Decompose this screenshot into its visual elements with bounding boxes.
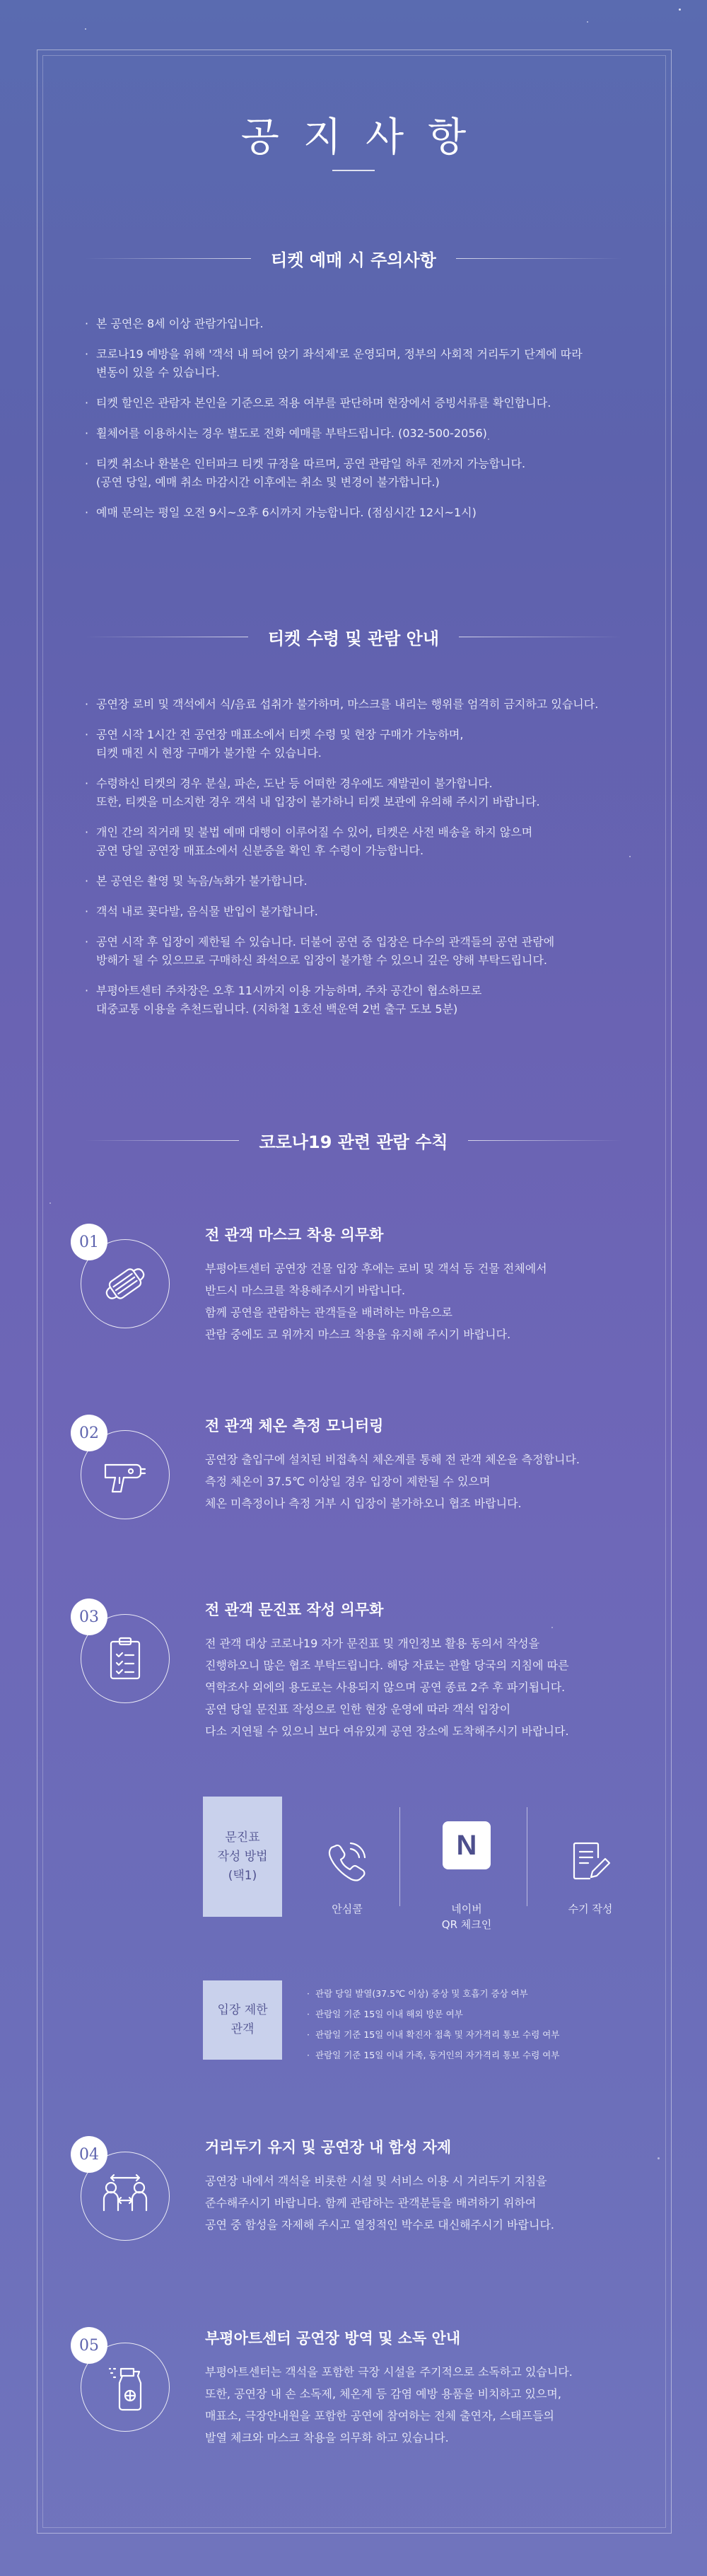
list-item: · 티켓 취소나 환불은 인터파크 티켓 규정을 따르며, 공연 관람일 하루 전까지 가능합니다. (공연 당일, 예매 취소 마감시간 이후에는 취소 및 변경이 불가합니다.) (83, 455, 649, 492)
list-item: · 공연 시작 후 입장이 제한될 수 있습니다. 더불어 공연 중 입장은 다수의 관객들의 공연 관람에 방해가 될 수 있으므로 구매하신 좌석으로 입장이 불가할 수 있으니 깊은 양해 부탁드립니다. (83, 933, 649, 970)
rule-number-badge: 02 (71, 1415, 107, 1451)
list-item: · 관람일 기준 15일 이내 해외 방문 여부 (305, 2008, 638, 2020)
method-option-naver-qr (414, 1805, 520, 1948)
phone-icon (322, 1821, 372, 1870)
booking-notes-list (83, 315, 649, 534)
handwriting-icon (566, 1821, 615, 1870)
list-item: · 본 공연은 8세 이상 관람가입니다. (83, 315, 649, 333)
rule-title: 전 관객 문진표 작성 의무화 (205, 1601, 384, 1618)
rule-title: 전 관객 체온 측정 모니터링 (205, 1417, 384, 1434)
list-item: · 공연 시작 1시간 전 공연장 매표소에서 티켓 수령 및 현장 구매가 가능하며, 티켓 매진 시 현장 구매가 불가할 수 있습니다. (83, 726, 649, 762)
method-option-label: 안심콜 (332, 1903, 363, 1915)
entry-restriction-label: 입장 제한 관객 (203, 1980, 282, 2060)
method-option-safe-call (294, 1805, 400, 1932)
list-item: · 휠체어를 이용하시는 경우 별도로 전화 예매를 부탁드립니다. (032-500-2056) (83, 424, 649, 443)
list-item: · 공연장 로비 및 객석에서 식/음료 섭취가 불가하며, 마스크를 내리는 행위를 엄격히 금지하고 있습니다. (83, 695, 649, 714)
method-option-label: 수기 작성 (568, 1903, 613, 1915)
section-title: 티켓 예매 시 주의사항 (271, 250, 436, 270)
list-item: · 티켓 할인은 관람자 본인을 기준으로 적용 여부를 판단하며 현장에서 증빙서류를 확인합니다. (83, 394, 649, 412)
rule-body: 전 관객 대상 코로나19 자가 문진표 및 개인정보 활용 동의서 작성을 진행하오니 많은 협조 부탁드립니다. 해당 자료는 관할 당국의 지침에 따른 역학조사 외에의 용도로는 사용되지 않으며 공연 종료 2주 후 파기됩니다. 공연 당일 문진표 작성으로 인한 현장 운영에 따라 객석 입장이 다소 지연될 수 있으니 보다 여유있게 공연 장소에 도착해주시기 바랍니다. (205, 1637, 569, 1738)
questionnaire-method-label: 문진표 작성 방법 (택1) (203, 1797, 282, 1917)
rule-number-badge: 03 (71, 1599, 107, 1635)
section-title: 코로나19 관련 관람 수칙 (259, 1132, 448, 1152)
list-item: · 관람일 기준 15일 이내 가족, 동거인의 자가격리 통보 수령 여부 (305, 2049, 638, 2061)
section-header-viewing (85, 622, 622, 651)
page-title: 공지사항 (240, 115, 491, 161)
rule-body: 부평아트센터는 객석을 포함한 극장 시설을 주기적으로 소독하고 있습니다. 또한, 공연장 내 손 소독제, 체온계 등 감염 예방 용품을 비치하고 있으며, 매표소, 극장안내원을 포함한 공연에 참여하는 전체 출연자, 스태프들의 발열 체크와 마스크 착용을 의무화 하고 있습니다. (205, 2365, 573, 2444)
rule-title: 거리두기 유지 및 공연장 내 함성 자제 (205, 2139, 452, 2156)
list-item: · 예매 문의는 평일 오전 9시~오후 6시까지 가능합니다. (점심시간 12시~1시) (83, 504, 649, 522)
rule-title: 부평아트센터 공연장 방역 및 소독 안내 (205, 2330, 461, 2347)
method-option-label: 네이버 QR 체크인 (441, 1903, 492, 1931)
section-header-covid (85, 1126, 622, 1154)
list-item: · 부평아트센터 주차장은 오후 11시까지 이용 가능하며, 주차 공간이 협소하므로 대중교통 이용을 추천드립니다. (지하철 1호선 백운역 2번 출구 도보 5분) (83, 982, 649, 1019)
list-item: · 객석 내로 꽃다발, 음식물 반입이 불가합니다. (83, 903, 649, 921)
list-item: · 본 공연은 촬영 및 녹음/녹화가 불가합니다. (83, 872, 649, 890)
list-item: · 수령하신 티켓의 경우 분실, 파손, 도난 등 어떠한 경우에도 재발권이 불가합니다. 또한, 티켓을 미소지한 경우 객석 내 입장이 불가하니 티켓 보관에 유의해 주시기 바랍니다. (83, 774, 649, 811)
rule-number-badge: 01 (71, 1224, 107, 1260)
rule-body: 부평아트센터 공연장 건물 입장 후에는 로비 및 객석 등 건물 전체에서 반드시 마스크를 착용해주시기 바랍니다. 함께 공연을 관람하는 관객들을 배려하는 마음으로 관람 중에도 코 위까지 마스크 착용을 유지해 주시기 바랍니다. (205, 1262, 547, 1341)
list-item: · 개인 간의 직거래 및 불법 예매 대행이 이루어질 수 있어, 티켓은 사전 배송을 하지 않으며 공연 당일 공연장 매표소에서 신분증을 확인 후 수령이 가능합니다. (83, 823, 649, 860)
entry-restriction-list (305, 1988, 638, 2070)
title-underline (332, 170, 375, 171)
list-item: · 관람 당일 발열(37.5℃ 이상) 증상 및 호흡기 증상 여부 (305, 1988, 638, 2000)
naver-icon: N (442, 1821, 491, 1870)
rule-title: 전 관객 마스크 착용 의무화 (205, 1226, 384, 1243)
rule-number-badge: 05 (71, 2327, 107, 2364)
viewing-notes-list (83, 695, 649, 1031)
rule-body: 공연장 내에서 객석을 비롯한 시설 및 서비스 이용 시 거리두기 지침을 준수해주시기 바랍니다. 함께 관람하는 관객분들을 배려하기 위하여 공연 중 함성을 자제해 주시고 열정적인 박수로 대신해주시기 바랍니다. (205, 2174, 554, 2232)
rule-number-badge: 04 (71, 2136, 107, 2173)
list-item: · 코로나19 예방을 위해 '객석 내 띄어 앉기 좌석제'로 운영되며, 정부의 사회적 거리두기 단계에 따라 변동이 있을 수 있습니다. (83, 345, 649, 382)
section-header-booking (85, 244, 622, 272)
divider (399, 1807, 400, 1906)
section-title: 티켓 수령 및 관람 안내 (267, 628, 440, 649)
list-item: · 관람일 기준 15일 이내 확진자 접촉 및 자가격리 통보 수령 여부 (305, 2029, 638, 2041)
method-option-handwriting (537, 1805, 643, 1932)
rule-body: 공연장 출입구에 설치된 비접촉식 체온계를 통해 전 관객 체온을 측정합니다. 측정 체온이 37.5℃ 이상일 경우 입장이 제한될 수 있으며 체온 미측정이나 측정 거부 시 입장이 불가하오니 협조 바랍니다. (205, 1453, 580, 1510)
